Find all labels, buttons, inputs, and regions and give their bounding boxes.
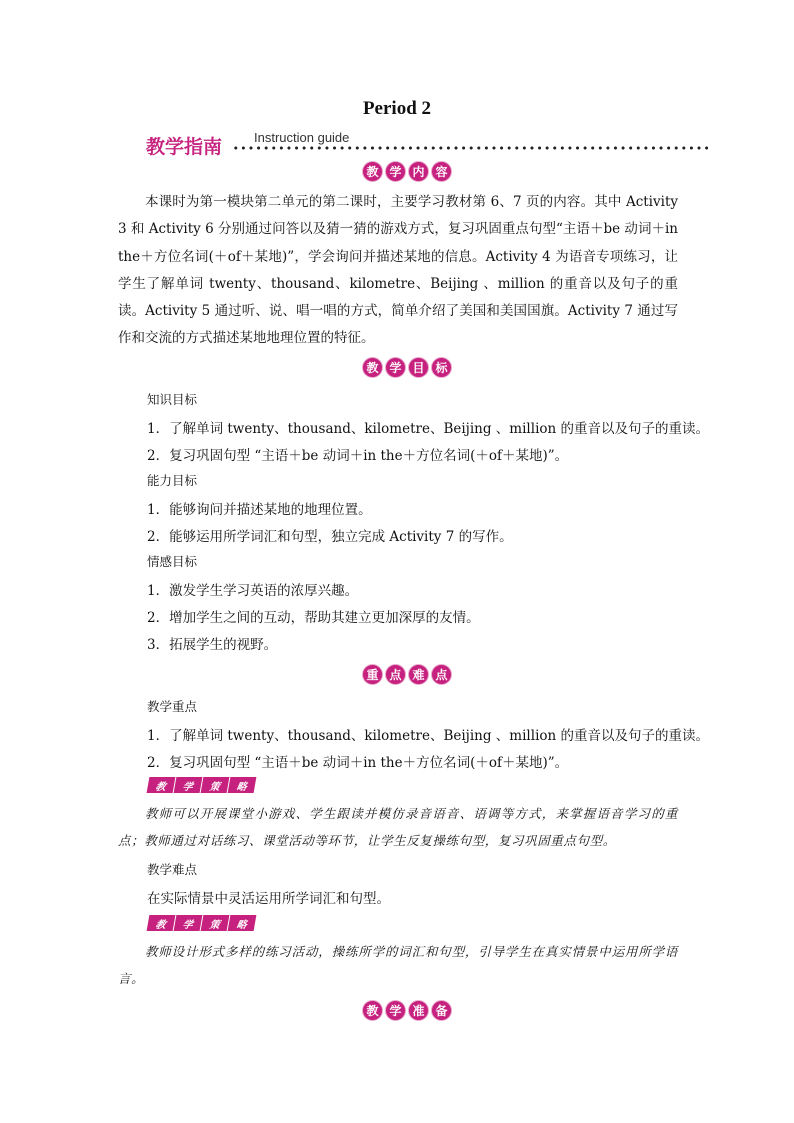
- strategy-label-2: [148, 915, 255, 931]
- ability-item-2: 2．能够运用所学词汇和句型，独立完成 Activity 7 的写作。: [147, 529, 513, 545]
- badge-char: 标: [431, 357, 452, 378]
- badge-char: 教: [362, 161, 383, 182]
- badge-char: 点: [385, 664, 406, 685]
- badge-char: 准: [408, 1000, 429, 1021]
- content-paragraph: 本课时为第一模块第二单元的第二课时，主要学习教材第 6、7 页的内容。其中 Activity 3 和 Activity 6 分别通过问答以及猜一猜的游戏方式，复习巩固重点句型“主语＋be 动词＋in the＋方位名词(＋of＋某地)”，学会询问并描述某地的信息。Activity 4 为语音专项练习，让学生了解单词 twenty、thousand、kilometre、Beijing 、million 的重音以及句子的重读。Activity 5 通过听、说、唱一唱的方式，简单介绍了美国和美国国旗。Activity 7 通过写作和交流的方式描述某地地理位置的特征。: [118, 194, 678, 347]
- strategy-paragraph-2: 教师设计形式多样的练习活动，操练所学的词汇和句型，引导学生在真实情景中运用所学语言。: [118, 944, 678, 986]
- strategy-label-1: [148, 777, 255, 793]
- strategy-char: 教: [147, 915, 176, 931]
- badge-char: 学: [385, 1000, 406, 1021]
- strategy-char: 学: [174, 915, 203, 931]
- strategy-char: 策: [201, 915, 230, 931]
- strategy-char: 略: [228, 777, 257, 793]
- badge-char: 内: [408, 161, 429, 182]
- badge-char: 教: [362, 357, 383, 378]
- strategy-char: 学: [174, 777, 203, 793]
- knowledge-item-1: 1．了解单词 twenty、thousand、kilometre、Beijing 、million 的重音以及句子的重读。: [147, 421, 709, 437]
- key-item-2: 2．复习巩固句型 “主语＋be 动词＋in the＋方位名词(＋of＋某地)”。: [147, 755, 569, 771]
- badge-char: 学: [385, 161, 406, 182]
- strategy-char: 略: [228, 915, 257, 931]
- badge-char: 重: [362, 664, 383, 685]
- emotion-item-2: 2．增加学生之间的互动，帮助其建立更加深厚的友情。: [147, 610, 480, 626]
- instruction-guide-header: [146, 130, 711, 160]
- strategy-paragraph-1: 教师可以开展课堂小游戏、学生跟读并模仿录音语音、语调等方式，来掌握语音学习的重点；教师通过对话练习、课堂活动等环节，让学生反复操练句型，复习巩固重点句型。: [118, 806, 678, 848]
- badge-char: 教: [362, 1000, 383, 1021]
- knowledge-heading: 知识目标: [147, 392, 198, 407]
- badge-char: 学: [385, 357, 406, 378]
- guide-title-en: Instruction guide: [254, 130, 350, 145]
- key-heading: 教学重点: [147, 699, 198, 714]
- section-badge-objectives: [362, 357, 452, 378]
- guide-title-cn: 教学指南: [146, 136, 223, 158]
- badge-char: 难: [408, 664, 429, 685]
- ability-item-1: 1．能够询问并描述某地的地理位置。: [147, 502, 372, 518]
- difficult-heading: 教学难点: [147, 862, 198, 877]
- knowledge-item-2: 2．复习巩固句型 “主语＋be 动词＋in the＋方位名词(＋of＋某地)”。: [147, 448, 569, 464]
- badge-char: 目: [408, 357, 429, 378]
- key-item-1: 1．了解单词 twenty、thousand、kilometre、Beijing 、million 的重音以及句子的重读。: [147, 728, 709, 744]
- badge-char: 备: [431, 1000, 452, 1021]
- strategy-char: 策: [201, 777, 230, 793]
- dotted-divider: [232, 146, 711, 150]
- badge-char: 容: [431, 161, 452, 182]
- section-badge-preparation: [362, 1000, 452, 1021]
- ability-heading: 能力目标: [147, 473, 198, 488]
- section-badge-key-points: [362, 664, 452, 685]
- section-badge-content: [362, 161, 452, 182]
- emotion-heading: 情感目标: [147, 554, 198, 569]
- difficult-item-1: 在实际情景中灵活运用所学词汇和句型。: [147, 891, 390, 907]
- emotion-item-3: 3．拓展学生的视野。: [147, 637, 278, 653]
- page-title: Period 2: [362, 98, 432, 119]
- strategy-char: 教: [147, 777, 176, 793]
- badge-char: 点: [431, 664, 452, 685]
- emotion-item-1: 1．激发学生学习英语的浓厚兴趣。: [147, 583, 359, 599]
